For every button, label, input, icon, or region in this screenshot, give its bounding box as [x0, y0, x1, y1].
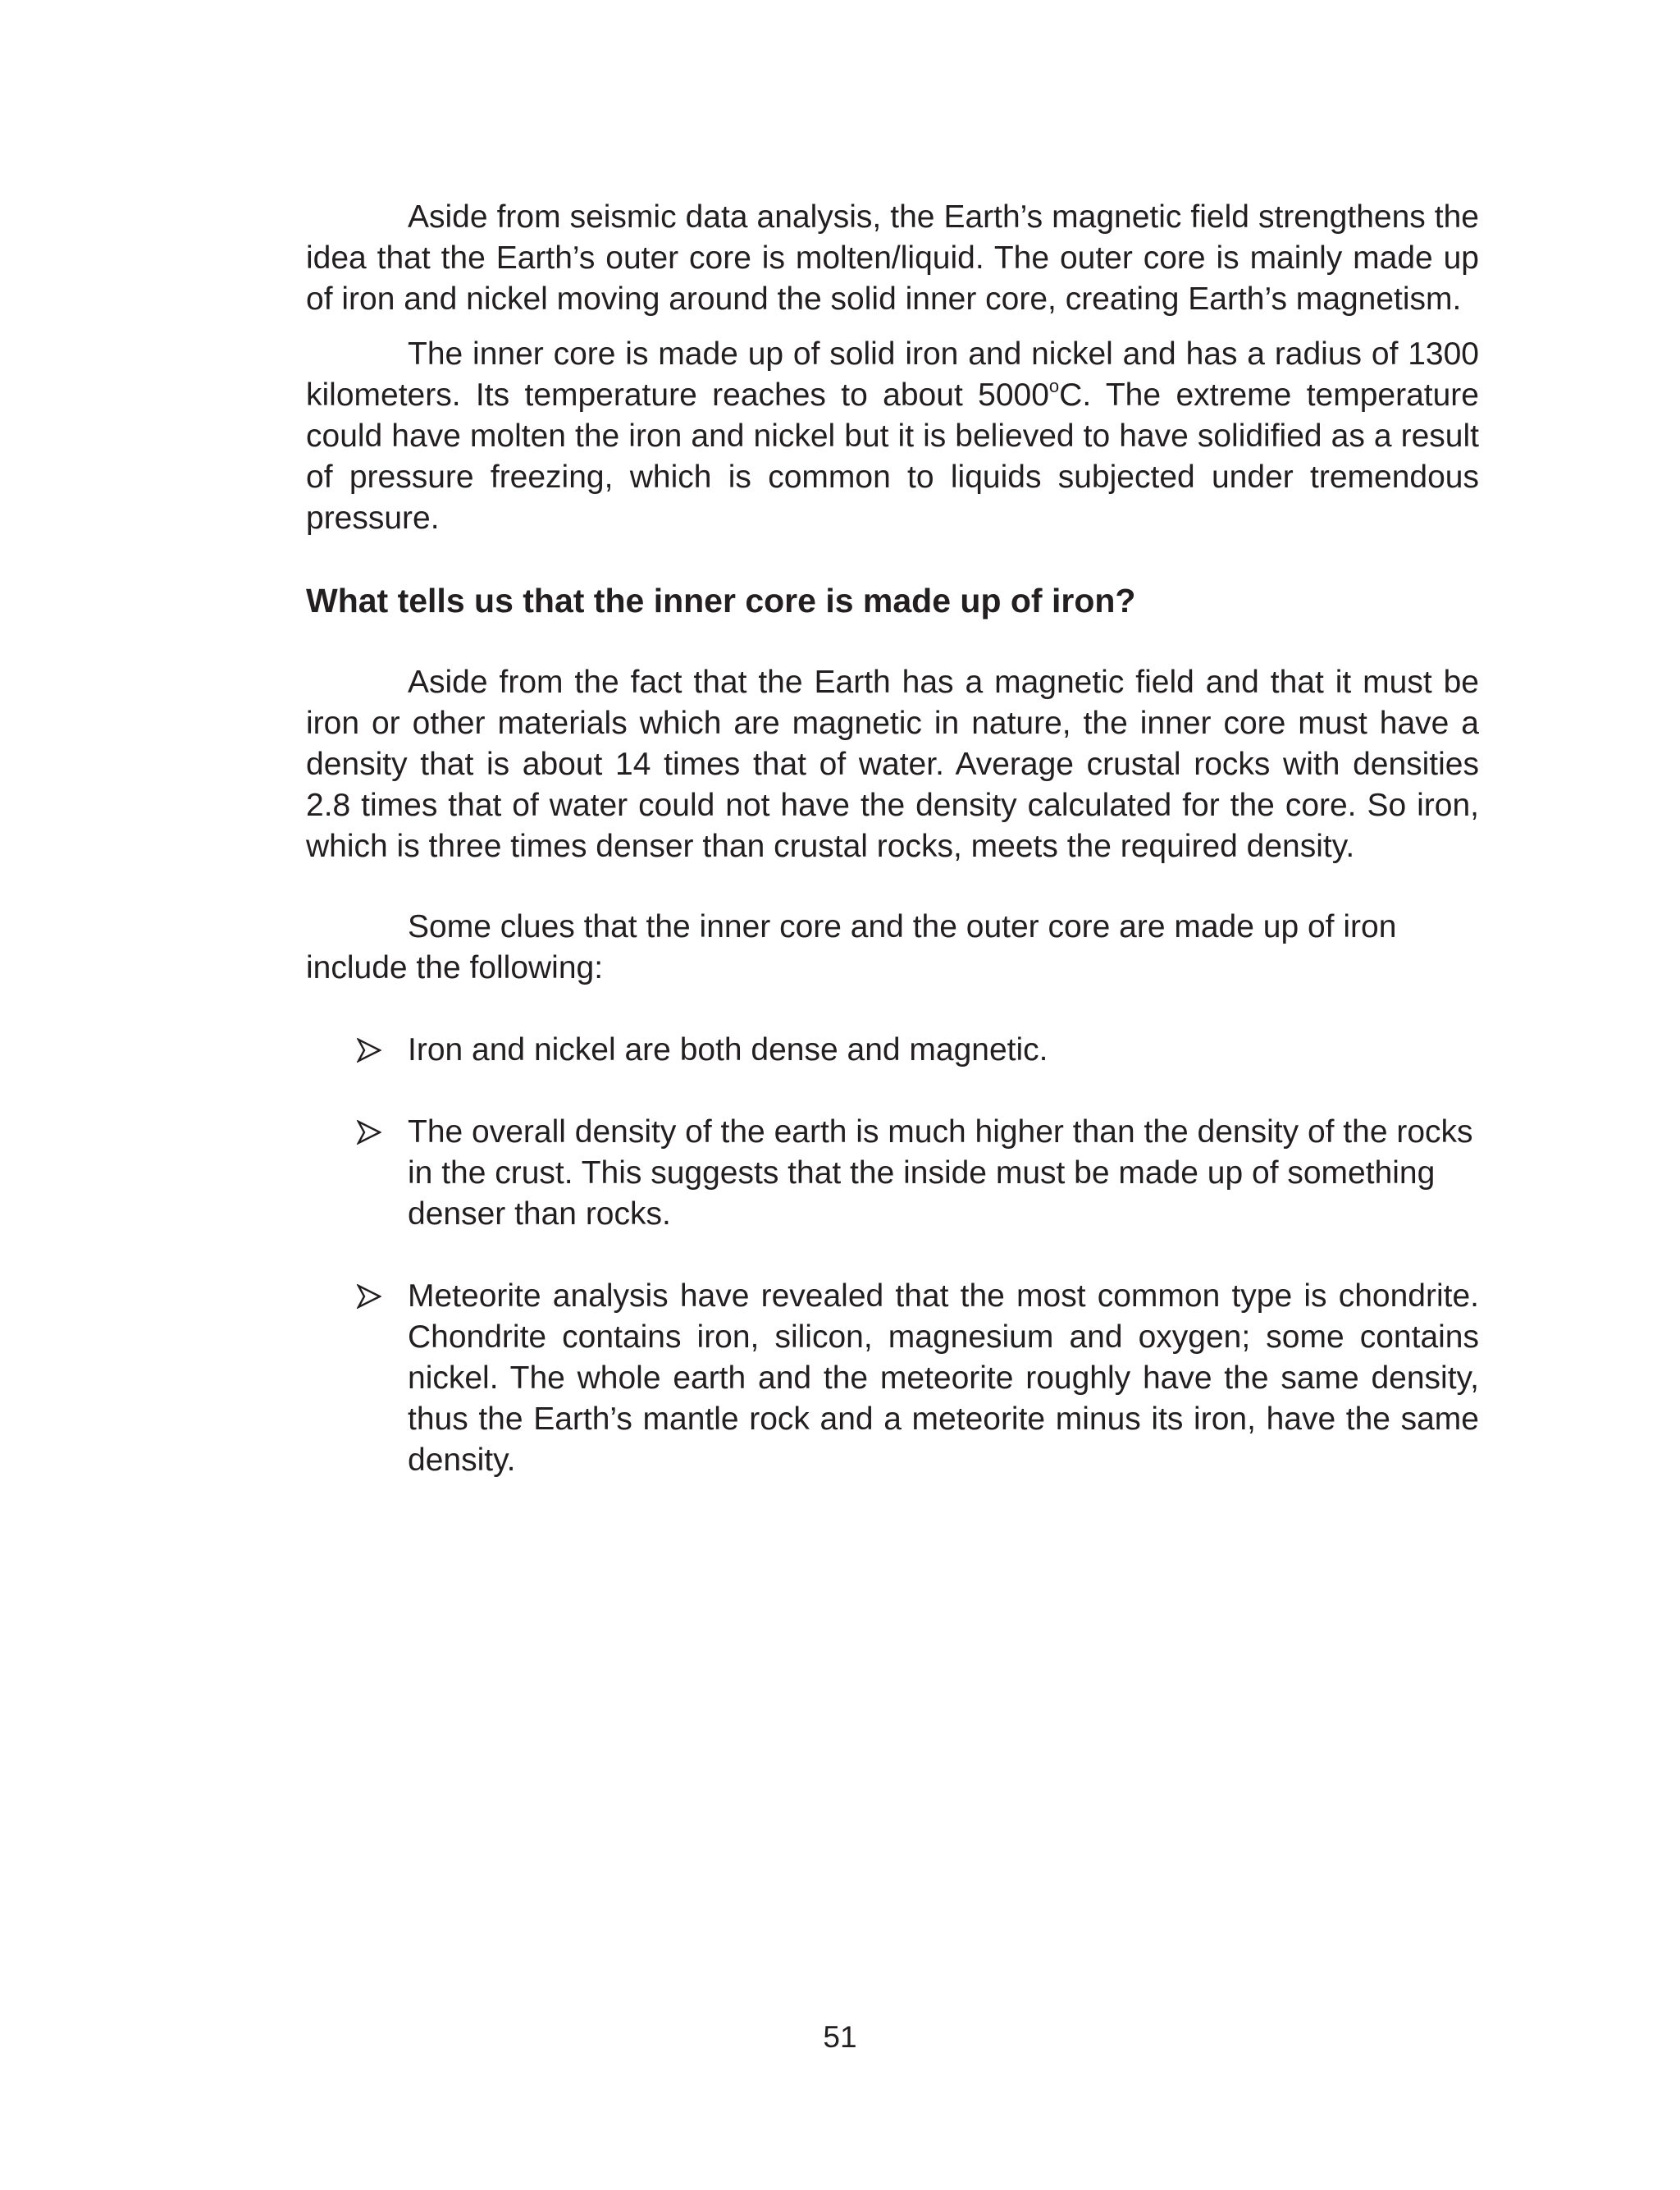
inner-core-text-end: C. The extreme temperature could have molten the iron and nickel but it is believed to have solidified as a result of pressure freezing, which is common to liquids subjected under tremendous pressure.	[306, 377, 1479, 536]
clues-list	[306, 1030, 1479, 1481]
list-item	[306, 1030, 1479, 1071]
list-item	[306, 1276, 1479, 1481]
section-heading: What tells us that the inner core is made up of iron?	[306, 582, 1136, 620]
arrowhead-bullet-icon	[357, 1284, 381, 1309]
list-item	[306, 1112, 1479, 1235]
inner-core-text-start: The inner core is made up of solid iron and nickel and has a radius of 1300 kilometers. Its temperature reaches to about 5000	[306, 336, 1479, 413]
paragraph-magnetic-field: Aside from seismic data analysis, the Earth’s magnetic field strengthens the idea that the Earth’s outer core is molten/liquid. The outer core is mainly made up of iron and nickel moving around the solid inner core, creating Earth’s magnetism.	[306, 199, 1479, 317]
list-item-text: Iron and nickel are both dense and magnetic.	[408, 1032, 1048, 1068]
paragraph-clues-intro: Some clues that the inner core and the outer core are made up of iron include the following:	[306, 909, 1397, 985]
arrowhead-bullet-icon	[357, 1038, 381, 1063]
list-item-text: Meteorite analysis have revealed that the most common type is chondrite. Chondrite contains iron, silicon, magnesium and oxygen; some contains nickel. The whole earth and the meteorite roughly have the same density, thus the Earth’s mantle rock and a meteorite minus its iron, have the same density.	[408, 1278, 1479, 1478]
list-item-text: The overall density of the earth is much higher than the density of the rocks in the crust. This suggests that the inside must be made up of something denser than rocks.	[408, 1114, 1473, 1232]
page-number: 51	[823, 2020, 857, 2054]
arrowhead-bullet-icon	[357, 1120, 381, 1145]
paragraph-iron-density: Aside from the fact that the Earth has a magnetic field and that it must be iron or other materials which are magnetic in nature, the inner core must have a density that is about 14 times that of water. Average crustal rocks with densities 2.8 times that of water could not have the density calculated for the core. So iron, which is three times denser than crustal rocks, meets the required density.	[306, 665, 1479, 864]
page-content	[306, 197, 1479, 1522]
paragraph-inner-core	[306, 334, 1479, 539]
degree-superscript: o	[1048, 376, 1060, 396]
